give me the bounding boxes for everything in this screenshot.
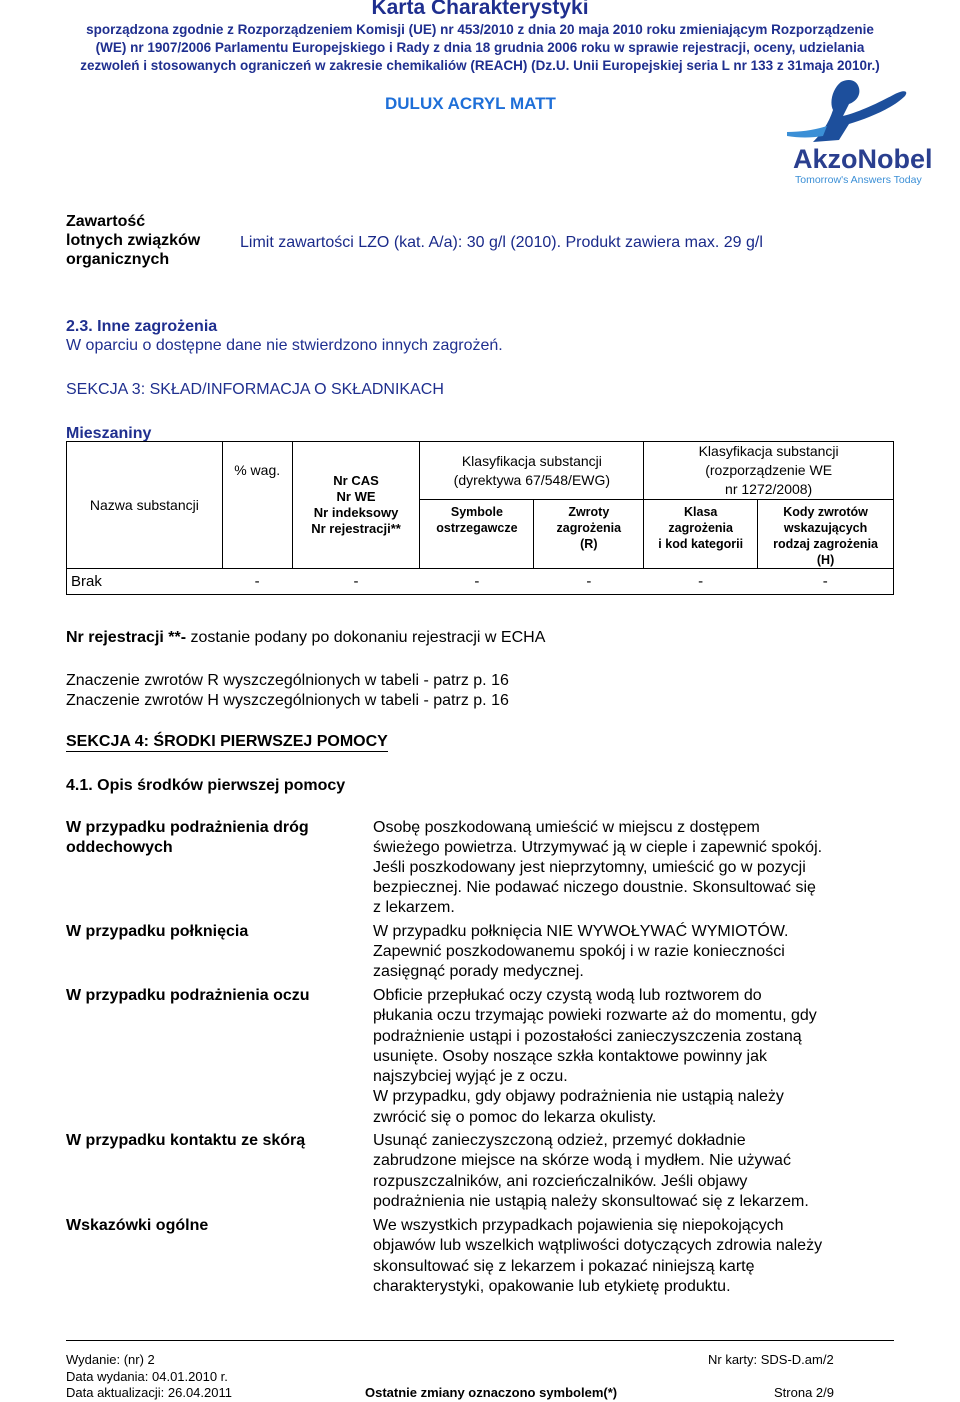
col-substance-name: Nazwa substancji [67,442,223,569]
first-aid-text-inhalation: Osobę poszkodowaną umieścić w miejscu z dostępem świeżego powietrza. Utrzymywać ją w cieple i zapewnić spokój. Jeśli poszkodowany jest nieprzytomny, umieścić go w pozycji bezpiecznej. Nie podawać niczego doustnie. Skonsultować się z lekarzem. [373,819,823,916]
voc-label: Zawartość lotnych związków organicznych [66,213,201,268]
col-r-phrases: Zwroty zagrożenia (R) [534,500,644,569]
svg-text:Tomorrow's Answers Today: Tomorrow's Answers Today [795,174,922,186]
section-3-heading: SEKCJA 3: SKŁAD/INFORMACJA O SKŁADNIKACH [66,381,444,398]
akzonobel-logo [783,76,943,188]
other-hazards-heading: 2.3. Inne zagrożenia [66,318,218,335]
col-identifiers: Nr CAS Nr WE Nr indeksowy Nr rejestracji** [292,442,420,569]
col-hazard-class: Klasa zagrożenia i kod kategorii [644,500,758,569]
h-phrases-reference: Znaczenie zwrotów H wyszczególnionych w tabeli - patrz p. 16 [66,692,509,709]
product-name: DULUX ACRYL MATT [385,94,556,113]
footer-edition: Wydanie: (nr) 2 [66,1352,155,1367]
first-aid-label-eyes: W przypadku podrażnienia oczu [66,987,310,1004]
regulation-line-1: sporządzona zgodnie z Rozporządzeniem Komisji (UE) nr 453/2010 z dnia 20 maja 2010 roku zmieniającym Rozporządzenie [86,22,874,37]
voc-text: Limit zawartości LZO (kat. A/a): 30 g/l (2010). Produkt zawiera max. 29 g/l [240,234,763,251]
footer-page-number: Strona 2/9 [774,1385,834,1400]
col-warning-symbols: Symbole ostrzegawcze [420,500,534,569]
footer-issue-date: Data wydania: 04.01.2010 r. [66,1369,228,1384]
footer-update-date: Data aktualizacji: 26.04.2011 [66,1385,232,1400]
akzonobel-figure-icon [783,76,943,188]
col-dsd-classification: Klasyfikacja substancji (dyrektywa 67/548/EWG) [420,442,644,500]
regulation-line-3: zezwoleń i stosowanych ograniczeń w zakresie chemikaliów (REACH) (Dz.U. Unii Europejskiej seria L nr 133 z 31maja 2010r.) [80,58,880,73]
regulation-line-2: (WE) nr 1907/2006 Parlamentu Europejskiego i Rady z dnia 18 grudnia 2006 roku w sprawie rejestracji, oceny, udzielania [95,40,865,55]
first-aid-text-ingestion: W przypadku połknięcia NIE WYWOŁYWAĆ WYMIOTÓW. Zapewnić poszkodowanemu spokój i w razie konieczności zasięgnąć porady medycznej. [373,923,789,980]
footer-changes-note: Ostatnie zmiany oznaczono symbolem(*) [365,1385,618,1400]
document-title: Karta Charakterystyki [371,0,589,19]
mixtures-heading: Mieszaniny [66,425,152,442]
table-row: Brak - - - - - - [67,569,894,595]
footer-card-number: Nr karty: SDS-D.am/2 [708,1352,834,1367]
composition-table [66,441,894,595]
first-aid-text-skin: Usunąć zanieczyszczoną odzież, przemyć dokładnie zabrudzone miejsce na skórze wodą i mydłem. Nie używać rozpuszczalników, ani rozcieńczalników. Jeśli objawy podrażnienia nie ustąpią należy skonsultować się z lekarzem. [373,1132,809,1210]
registration-note: Nr rejestracji **- zostanie podany po dokonaniu rejestracji w ECHA [66,629,546,646]
section-4-heading: SEKCJA 4: ŚRODKI PIERWSZEJ POMOCY [66,733,388,750]
footer-divider [66,1340,894,1341]
other-hazards-text: W oparciu o dostępne dane nie stwierdzono innych zagrożeń. [66,337,503,354]
col-clp-classification: Klasyfikacja substancji (rozporządzenie WE nr 1272/2008) [644,442,894,500]
first-aid-label-general: Wskazówki ogólne [66,1217,209,1234]
col-h-codes: Kody zwrotów wskazujących rodzaj zagrożenia (H) [758,500,894,569]
first-aid-label-skin: W przypadku kontaktu ze skórą [66,1132,306,1149]
first-aid-label-inhalation: W przypadku podrażnienia dróg oddechowych [66,819,309,856]
r-phrases-reference: Znaczenie zwrotów R wyszczególnionych w tabeli - patrz p. 16 [66,672,509,689]
first-aid-subheading: 4.1. Opis środków pierwszej pomocy [66,777,346,794]
col-weight: % wag. [222,442,292,569]
first-aid-text-general: We wszystkich przypadkach pojawienia się niepokojących objawów lub wszelkich wątpliwości dotyczących zdrowia należy skonsultować się z lekarzem i pokazać niniejszą kartę charakterystyki, opakowanie lub etykietę produktu. [373,1217,823,1295]
svg-text:AkzoNobel: AkzoNobel [793,144,933,174]
first-aid-label-ingestion: W przypadku połknięcia [66,923,249,940]
first-aid-text-eyes: Obficie przepłukać oczy czystą wodą lub roztworem do płukania oczu trzymając powieki rozwarte aż do momentu, gdy podrażnienie ustąpi i pozostałości zanieczyszczenia zostaną usunięte. Osoby noszące szkła kontaktowe powinny jak najszybciej wyjąć je z oczu. W przypadku, gdy objawy podrażnienia nie ustąpią należy zwrócić się o pomoc do lekarza okulisty. [373,987,817,1126]
